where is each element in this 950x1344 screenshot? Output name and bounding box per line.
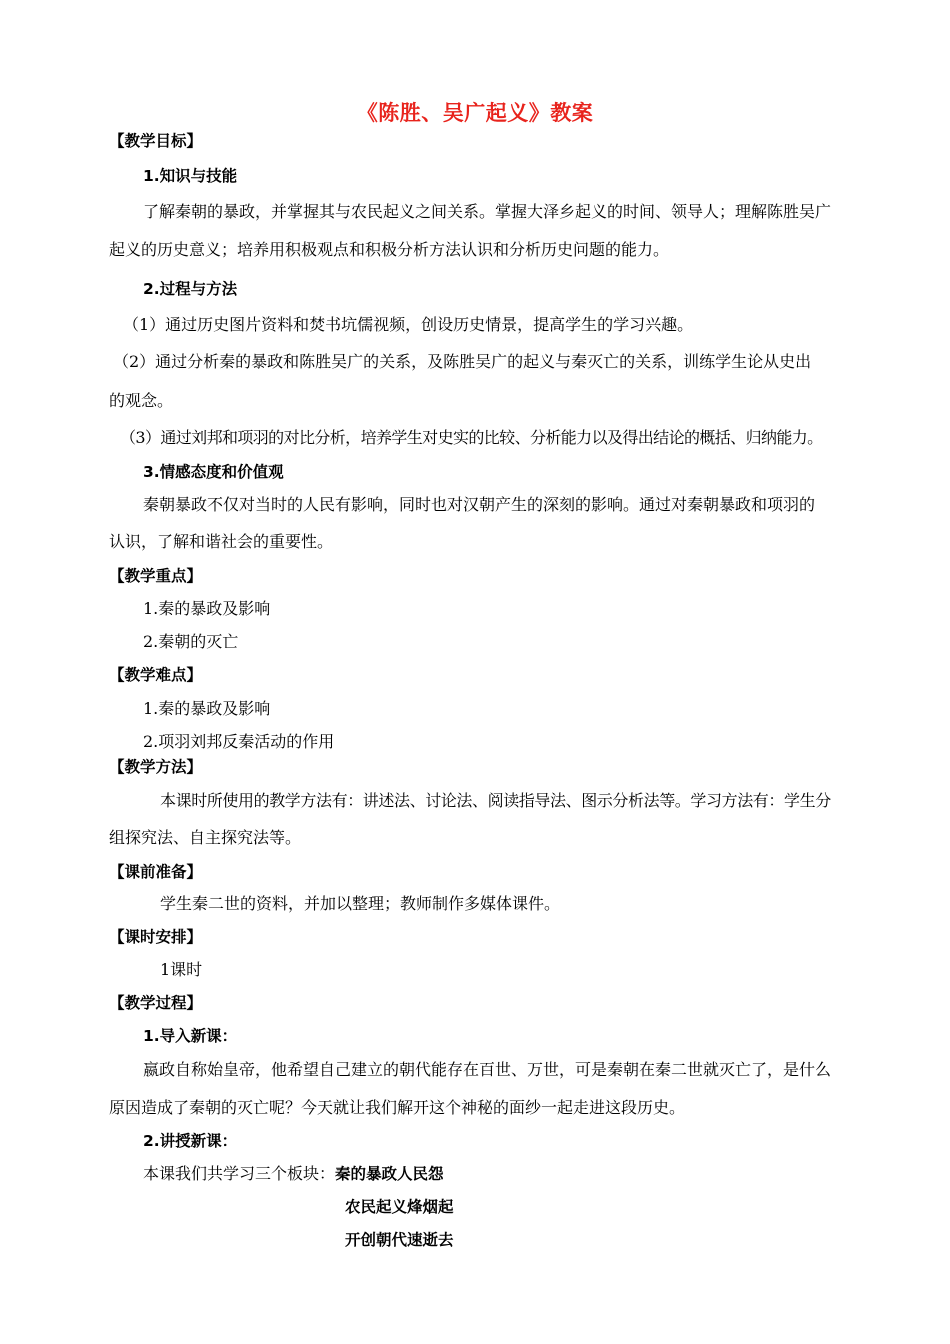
- lead-text: 本课我们共学习三个板块：: [143, 1164, 336, 1183]
- paragraph-line: 的观念。: [109, 391, 174, 410]
- paragraph-line: 原因造成了秦朝的灭亡呢？今天就让我们解开这个神秘的面纱一起走进这段历史。: [109, 1098, 686, 1117]
- heading-preparation: 【课前准备】: [109, 863, 203, 881]
- list-item: 2.项羽刘邦反秦活动的作用: [143, 732, 335, 751]
- paragraph-line: 学生秦二世的资料，并加以整理；教师制作多媒体课件。: [160, 894, 561, 913]
- paragraph-line: 本课时所使用的教学方法有：讲述法、讨论法、阅读指导法、图示分析法等。学习方法有：学生分: [160, 791, 831, 810]
- subheading-process: 2.过程与方法: [143, 280, 238, 298]
- lesson-block-2: 农民起义烽烟起: [345, 1198, 454, 1216]
- lesson-block-1: 秦的暴政人民怨: [335, 1165, 444, 1183]
- subheading-new-lesson: 2.讲授新课：: [143, 1132, 238, 1150]
- subheading-knowledge: 1.知识与技能: [143, 167, 238, 185]
- heading-objectives: 【教学目标】: [109, 132, 203, 150]
- paragraph-line: 1课时: [160, 960, 203, 979]
- document-title: 《陈胜、吴广起义》教案: [356, 101, 594, 125]
- paragraph-line: （3）通过刘邦和项羽的对比分析，培养学生对史实的比较、分析能力以及得出结论的概括、归纳能力。: [120, 428, 823, 447]
- paragraph-line: 起义的历史意义；培养用积极观点和积极分析方法认识和分析历史问题的能力。: [109, 240, 670, 259]
- paragraph-line: （1）通过历史图片资料和焚书坑儒视频，创设历史情景，提高学生的学习兴趣。: [123, 315, 694, 334]
- paragraph-line: 了解秦朝的暴政，并掌握其与农民起义之间关系。掌握大泽乡起义的时间、领导人；理解陈胜吴广: [143, 202, 832, 221]
- subheading-intro: 1.导入新课：: [143, 1027, 238, 1045]
- heading-key-points: 【教学重点】: [109, 567, 203, 585]
- paragraph-line: （2）通过分析秦的暴政和陈胜吴广的关系，及陈胜吴广的起义与秦灭亡的关系，训练学生论从史出: [113, 352, 812, 371]
- list-item: 2.秦朝的灭亡: [143, 632, 239, 651]
- subheading-values: 3.情感态度和价值观: [143, 463, 284, 481]
- heading-methods: 【教学方法】: [109, 758, 203, 776]
- paragraph-line: 秦朝暴政不仅对当时的人民有影响，同时也对汉朝产生的深刻的影响。通过对秦朝暴政和项羽的: [143, 495, 816, 514]
- paragraph-line: 认识，了解和谐社会的重要性。: [109, 532, 334, 551]
- list-item: 1.秦的暴政及影响: [143, 599, 271, 618]
- heading-schedule: 【课时安排】: [109, 928, 203, 946]
- heading-process: 【教学过程】: [109, 994, 203, 1012]
- heading-difficulties: 【教学难点】: [109, 666, 203, 684]
- paragraph-line: 组探究法、自主探究法等。: [109, 828, 302, 847]
- paragraph-line: 嬴政自称始皇帝，他希望自己建立的朝代能存在百世、万世，可是秦朝在秦二世就灭亡了，是什么: [143, 1060, 832, 1079]
- list-item: 1.秦的暴政及影响: [143, 699, 271, 718]
- paragraph-line: [143, 1164, 444, 1184]
- lesson-block-3: 开创朝代速逝去: [345, 1231, 454, 1249]
